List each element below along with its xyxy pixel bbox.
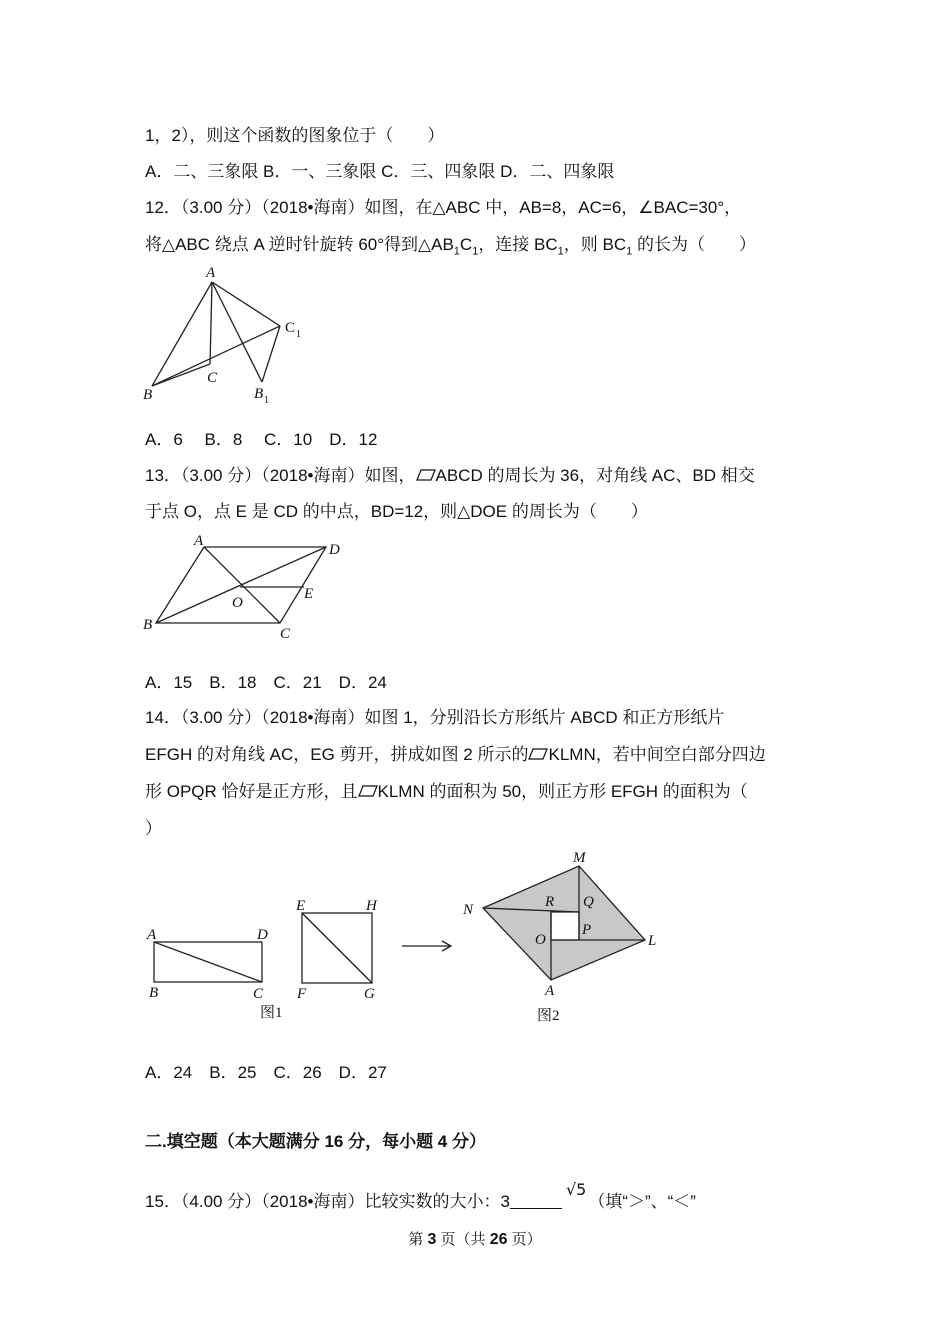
fig1-label-H: H — [366, 898, 377, 914]
parallelogram-icon — [416, 469, 436, 481]
q13-figure — [140, 532, 360, 644]
parallelogram-icon — [528, 748, 548, 760]
fig1-label-F: F — [297, 986, 307, 1002]
fig2-label-O: O — [535, 932, 546, 948]
q12-figure — [140, 262, 320, 407]
q13-label-D: D — [329, 542, 340, 558]
q12-line1: 12．（3.00 分）（2018•海南）如图，在△ABC 中，AB=8，AC=6，∠BAC=30°， — [145, 198, 742, 217]
q13-label-A: A — [194, 533, 204, 549]
q13-label-E: E — [304, 586, 314, 602]
fig1-label-G: G — [364, 986, 375, 1002]
q13-label-O: O — [232, 595, 243, 611]
q14-line3: 形 OPQR 恰好是正方形，且 KLMN 的面积为 50，则正方形 EFGH 的面积为（ — [145, 782, 748, 801]
svg-text:1: 1 — [296, 329, 301, 340]
q11-tail: 1，2），则这个函数的图象位于（ ） — [145, 126, 445, 145]
fig2-label-R: R — [545, 894, 555, 910]
q13-options: A．15 B．18 C．21 D．24 — [145, 673, 387, 692]
q15-line: 15．（4.00 分）（2018•海南）比较实数的大小：3√5（填“＞”、“＜” — [145, 1180, 696, 1211]
total-pages: 26 — [489, 1231, 508, 1248]
q12-line2: 将△ABC 绕点 A 逆时针旋转 60°得到$\triangle AB_1C_1$，连接 $BC_1$，则 $BC_1$ 的长为（ ） — [145, 235, 756, 258]
q12-label-C: C — [207, 370, 218, 386]
fig2-label-M: M — [573, 850, 586, 866]
q14-line2: EFGH 的对角线 AC，EG 剪开，拼成如图 2 所示的 KLMN，若中间空白部分四边 — [145, 745, 766, 764]
current-page: 3 — [427, 1231, 437, 1248]
fig1-caption: 图1 — [260, 1005, 283, 1021]
q12-options: A．6 B．8 C．10 D．12 — [145, 430, 378, 449]
q13-line2: 于点 O，点 E 是 CD 的中点，BD=12，则△DOE 的周长为（ ） — [145, 502, 648, 521]
fig2-label-P: P — [582, 922, 592, 938]
fig2-label-N: N — [463, 902, 474, 918]
svg-text:1: 1 — [264, 395, 269, 406]
q11-options: A．二、三象限 B．一、三象限 C．三、四象限 D．二、四象限 — [145, 162, 615, 181]
fig2-label-Q: Q — [583, 894, 594, 910]
q15-sqrt: √5 — [565, 1180, 587, 1199]
fig2-label-L: L — [648, 933, 657, 949]
q13-label-C: C — [280, 626, 291, 642]
q12-label-B1: B — [254, 386, 264, 402]
fig1-label-E: E — [296, 898, 306, 914]
q14-line1: 14．（3.00 分）（2018•海南）如图 1，分别沿长方形纸片 ABCD 和正方形纸片 — [145, 708, 725, 727]
q14-figure-2 — [455, 850, 675, 1030]
arrow-right-icon — [400, 936, 456, 956]
fig1-label-D: D — [257, 927, 268, 943]
q15-answer-blank[interactable] — [510, 1190, 562, 1209]
q13-label-B: B — [143, 617, 153, 633]
q14-line4: ） — [145, 819, 162, 838]
fig2-label-A: A — [545, 983, 555, 999]
q14-options: A．24 B．25 C．26 D．27 — [145, 1063, 387, 1082]
q12-label-B: B — [143, 387, 153, 403]
fig1-label-B: B — [149, 985, 159, 1001]
q12-label-C1: C — [285, 320, 296, 336]
section-2-title: 二.填空题（本大题满分 16 分，每小题 4 分） — [145, 1132, 486, 1151]
fig2-caption: 图2 — [537, 1008, 560, 1024]
q14-figure-1 — [140, 890, 390, 1030]
q12-line2a: 将△ABC 绕点 A 逆时针旋转 60°得到△AB — [145, 235, 454, 254]
fig1-label-C: C — [253, 986, 264, 1002]
q12-label-A: A — [206, 265, 216, 281]
parallelogram-icon — [358, 785, 378, 797]
page-footer: 第 3 页（共 26 页） — [408, 1231, 542, 1248]
fig1-label-A: A — [147, 927, 157, 943]
q13-line1: 13．（3.00 分）（2018•海南）如图， ABCD 的周长为 36，对角线 AC、BD 相交 — [145, 466, 755, 485]
